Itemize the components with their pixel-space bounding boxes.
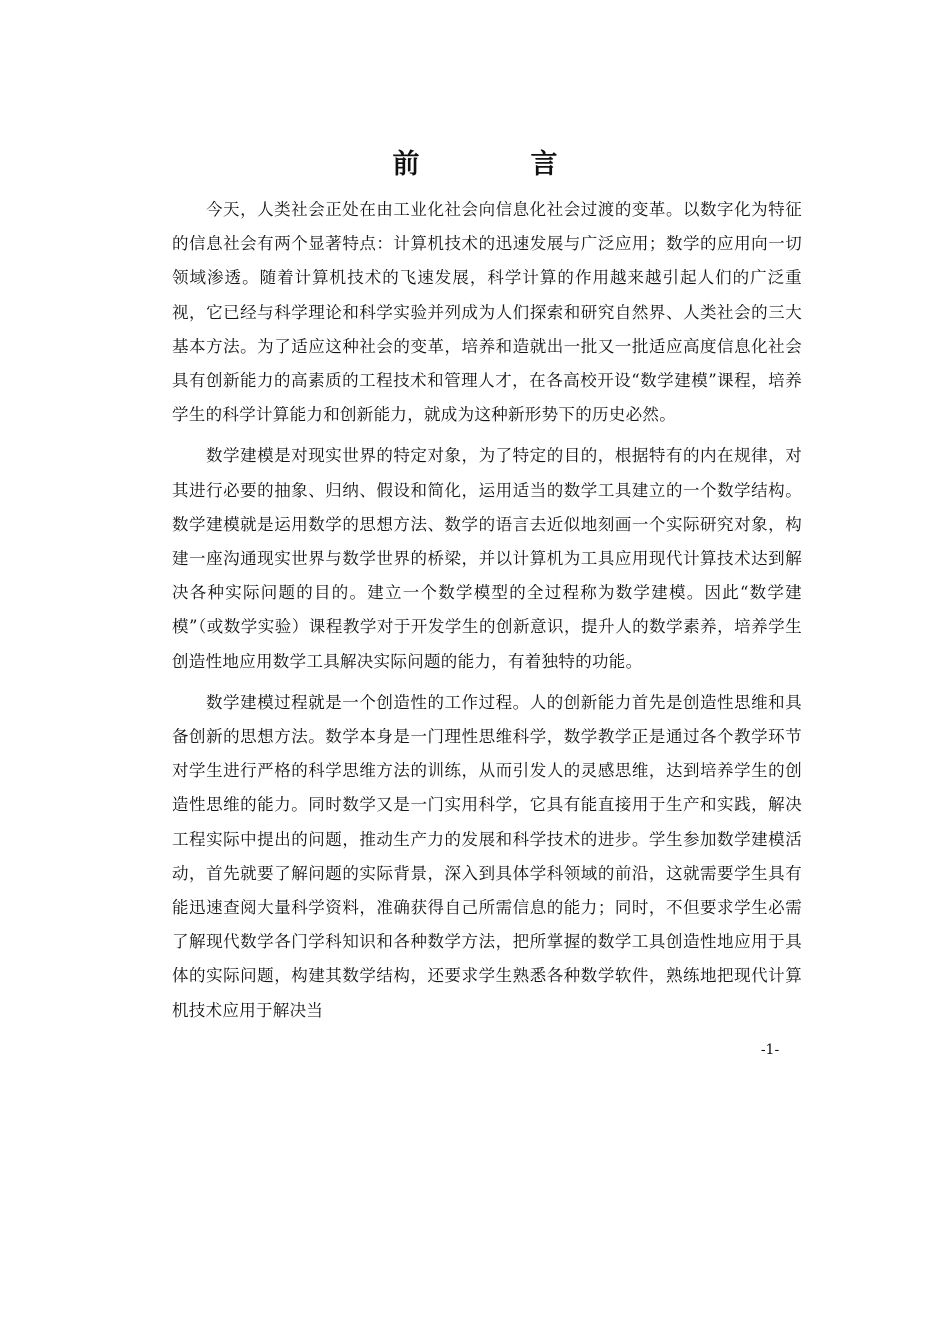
page-number: -1-: [760, 1042, 780, 1058]
paragraph-1: 今天，人类社会正处在由工业化社会向信息化社会过渡的变革。以数字化为特征的信息社会有两个显著特点：计算机技术的迅速发展与广泛应用；数学的应用向一切领域渗透。随着计算机技术的飞速发展，科学计算的作用越来越引起人们的广泛重视，它已经与科学理论和科学实验并列成为人们探索和研究自然界、人类社会的三大基本方法。为了适应这种社会的变革，培养和造就出一批又一批适应高度信息化社会具有创新能力的高素质的工程技术和管理人才，在各高校开设“数学建模”课程，培养学生的科学计算能力和创新能力，就成为这种新形势下的历史必然。: [172, 200, 802, 425]
page-title: 前 言: [392, 149, 600, 180]
paragraph-2: 数学建模是对现实世界的特定对象，为了特定的目的，根据特有的内在规律，对其进行必要的抽象、归纳、假设和简化，运用适当的数学工具建立的一个数学结构。数学建模就是运用数学的思想方法、数学的语言去近似地刻画一个实际研究对象，构建一座沟通现实世界与数学世界的桥梁，并以计算机为工具应用现代计算技术达到解决各种实际问题的目的。建立一个数学模型的全过程称为数学建模。因此“数学建模”（或数学实验）课程教学对于开发学生的创新意识，提升人的数学素养，培养学生创造性地应用数学工具解决实际问题的能力，有着独特的功能。: [172, 446, 802, 671]
body-text: [172, 193, 802, 1035]
paragraph-3: 数学建模过程就是一个创造性的工作过程。人的创新能力首先是创造性思维和具备创新的思想方法。数学本身是一门理性思维科学，数学教学正是通过各个教学环节对学生进行严格的科学思维方法的训练，从而引发人的灵感思维，达到培养学生的创造性思维的能力。同时数学又是一门实用科学，它具有能直接用于生产和实践，解决工程实际中提出的问题，推动生产力的发展和科学技术的进步。学生参加数学建模活动，首先就要了解问题的实际背景，深入到具体学科领域的前沿，这就需要学生具有能迅速查阅大量科学资料，准确获得自己所需信息的能力；同时，不但要求学生必需了解现代数学各门学科知识和各种数学方法，把所掌握的数学工具创造性地应用于具体的实际问题，构建其数学结构，还要求学生熟悉各种数学软件，熟练地把现代计算机技术应用于解决当: [172, 692, 802, 1020]
